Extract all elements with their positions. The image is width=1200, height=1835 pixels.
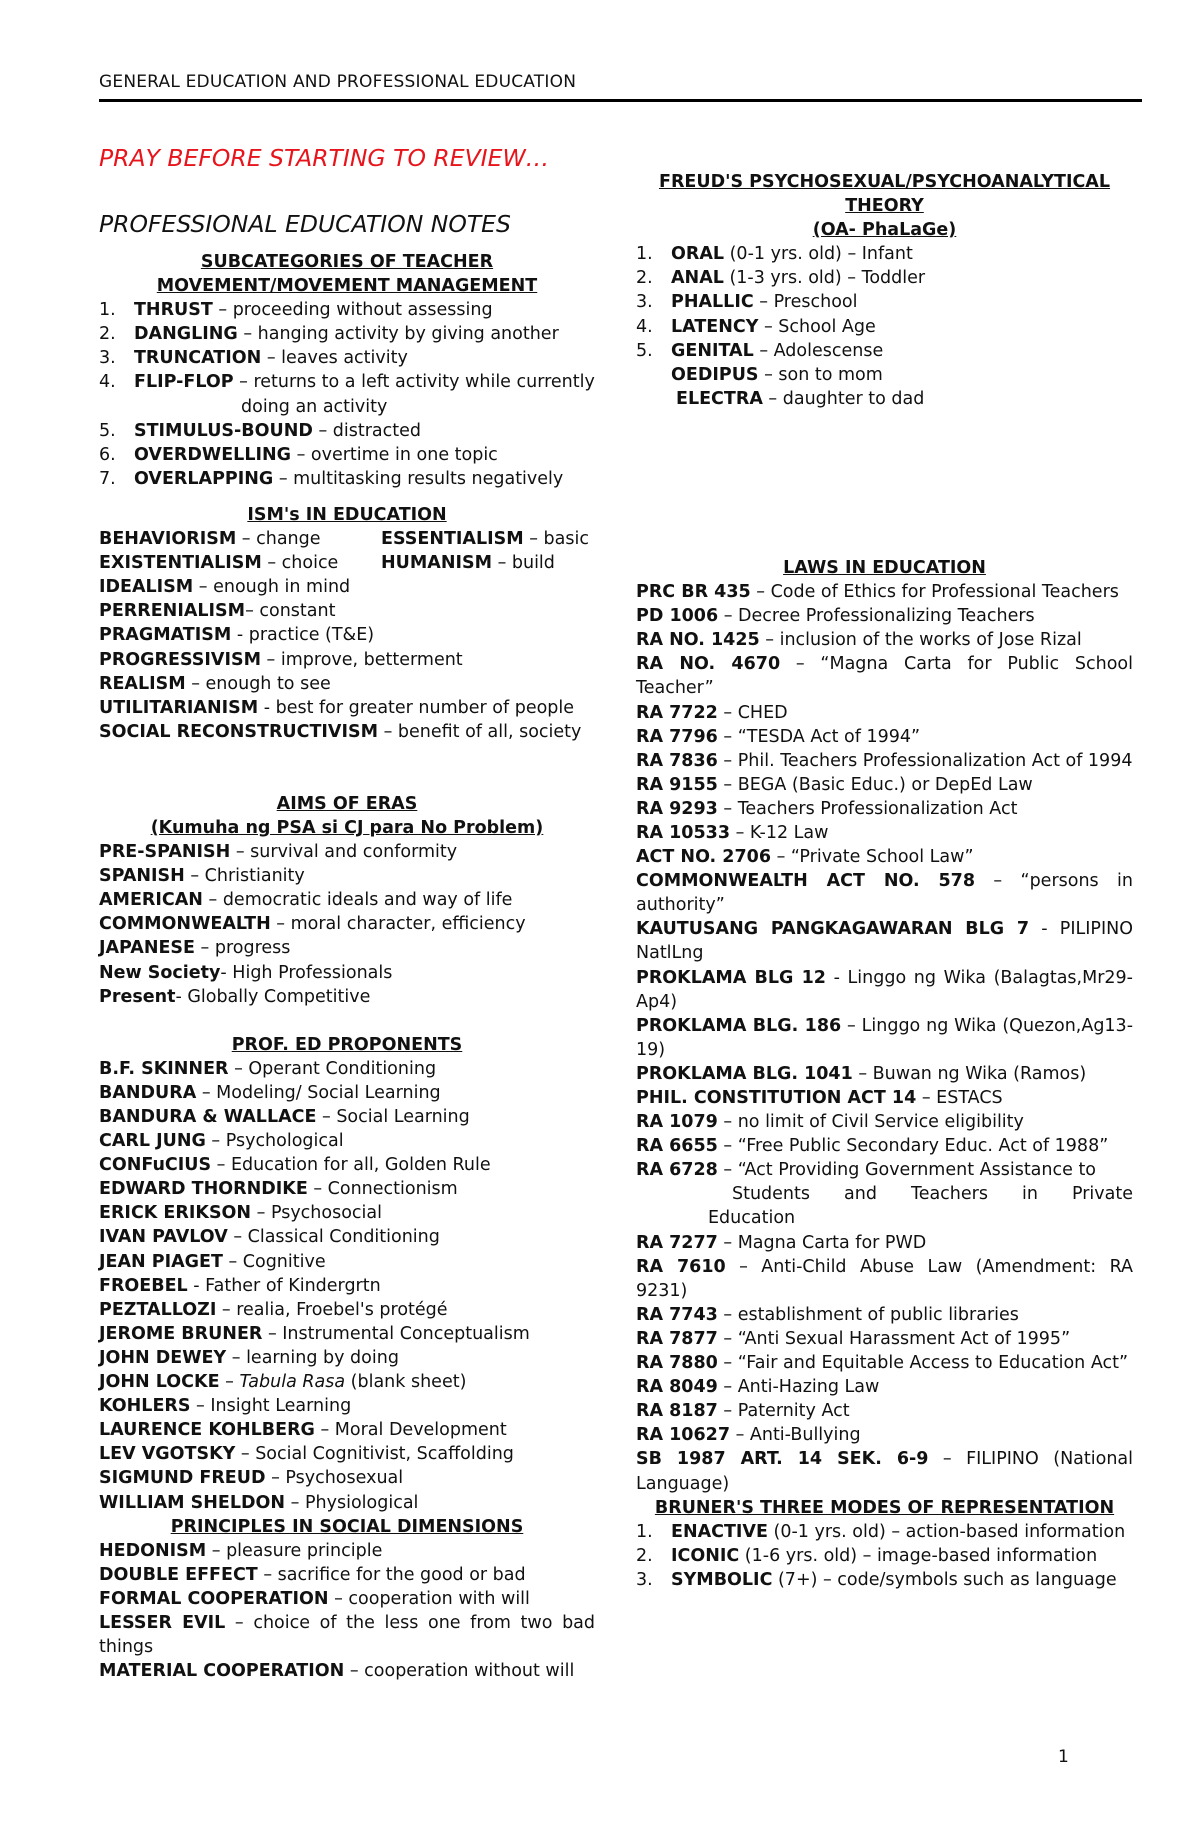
- list-item: HUMANISM – build: [381, 553, 555, 574]
- list-item: RA 8187 – Paternity Act: [636, 1401, 850, 1422]
- list-item: 7. OVERLAPPING – multitasking results negatively: [99, 468, 564, 489]
- list-item: IDEALISM – enough in mind: [99, 577, 351, 598]
- aims-heading-2: (Kumuha ng PSA si CJ para No Problem): [150, 817, 544, 838]
- list-item: MATERIAL COOPERATION – cooperation without will: [99, 1661, 575, 1682]
- list-item: RA 1079 – no limit of Civil Service eligibility: [636, 1112, 1024, 1133]
- list-item: ERICK ERIKSON – Psychosocial: [99, 1203, 382, 1224]
- list-item: 1. THRUST – proceeding without assessing: [99, 300, 493, 321]
- isms-row: [99, 551, 595, 575]
- list-item: RA 9293 – Teachers Professionalization Act: [636, 798, 1018, 819]
- freud-list: [636, 242, 1133, 411]
- freud-heading-1: FREUD'S PSYCHOSEXUAL/PSYCHOANALYTICAL: [658, 172, 1111, 192]
- list-item: RA 10627 – Anti-Bullying: [636, 1425, 861, 1446]
- laws-heading: LAWS IN EDUCATION: [783, 557, 986, 578]
- movement-list: [99, 298, 595, 491]
- list-item: 2. DANGLING – hanging activity by giving another: [99, 324, 559, 345]
- list-item-continuation: doing an activity: [241, 396, 388, 417]
- page-header: GENERAL EDUCATION AND PROFESSIONAL EDUCATION: [99, 72, 1142, 102]
- right-column: [636, 143, 1133, 1592]
- list-item: PD 1006 – Decree Professionalizing Teachers: [636, 606, 1035, 627]
- list-item: RA 7743 – establishment of public libraries: [636, 1304, 1019, 1325]
- list-item: HEDONISM – pleasure principle: [99, 1540, 383, 1561]
- list-item: JAPANESE – progress: [99, 938, 291, 959]
- list-item: COMMONWEALTH – moral character, efficiency: [99, 914, 526, 935]
- list-item: OEDIPUS – son to mom: [671, 364, 883, 385]
- list-item: JOHN DEWEY – learning by doing: [99, 1347, 399, 1368]
- list-item: PEZTALLOZI – realia, Froebel's protégé: [99, 1299, 448, 1320]
- list-item: EDWARD THORNDIKE – Connectionism: [99, 1179, 458, 1200]
- list-item: RA 10533 – K-12 Law: [636, 822, 829, 843]
- list-item: PROKLAMA BLG 12 - Linggo ng Wika (Balagtas,Mr29-Ap4): [636, 967, 1133, 1012]
- list-item: PERRENIALISM– constant: [99, 601, 336, 622]
- list-item: RA 7277 – Magna Carta for PWD: [636, 1232, 927, 1253]
- list-item: 3. SYMBOLIC (7+) – code/symbols such as language: [636, 1569, 1117, 1590]
- isms-heading: ISM's IN EDUCATION: [247, 504, 447, 525]
- list-item: CARL JUNG – Psychological: [99, 1131, 344, 1152]
- page-number: 1: [1058, 1747, 1069, 1767]
- list-item: SB 1987 ART. 14 SEK. 6-9 – FILIPINO (National Language): [636, 1449, 1133, 1494]
- list-item: RA 7722 – CHED: [636, 702, 788, 723]
- list-item: AMERICAN – democratic ideals and way of life: [99, 890, 513, 911]
- list-item: RA 6728 – “Act Providing Government Assistance to Students and Teachers in Private Education: [636, 1160, 1133, 1229]
- list-item: RA NO. 4670 – “Magna Carta for Public School Teacher”: [636, 654, 1133, 699]
- movement-heading-1: SUBCATEGORIES OF TEACHER: [200, 252, 494, 272]
- list-item: BANDURA & WALLACE – Social Learning: [99, 1107, 470, 1127]
- list-item: PRE-SPANISH – survival and conformity: [99, 842, 458, 863]
- list-item: RA 6655 – “Free Public Secondary Educ. Act of 1988”: [636, 1136, 1109, 1157]
- list-item: RA 7796 – “TESDA Act of 1994”: [636, 726, 921, 747]
- bruner-list: [636, 1520, 1133, 1592]
- list-item: Present- Globally Competitive: [99, 986, 371, 1007]
- list-item: PROGRESSIVISM – improve, betterment: [99, 649, 463, 670]
- list-item: RA NO. 1425 – inclusion of the works of Jose Rizal: [636, 630, 1082, 651]
- list-item: ESSENTIALISM – basic: [381, 529, 589, 550]
- pray-reminder: PRAY BEFORE STARTING TO REVIEW…: [99, 144, 550, 172]
- list-item: 6. OVERDWELLING – overtime in one topic: [99, 444, 498, 465]
- list-item: 4. FLIP-FLOP – returns to a left activity while currently: [99, 372, 595, 393]
- list-item: B.F. SKINNER – Operant Conditioning: [99, 1058, 437, 1079]
- list-item: 3. PHALLIC – Preschool: [636, 292, 858, 313]
- list-item: RA 7610 – Anti-Child Abuse Law (Amendment: RA 9231): [636, 1256, 1133, 1301]
- list-item: KOHLERS – Insight Learning: [99, 1396, 352, 1417]
- list-item: New Society- High Professionals: [99, 962, 393, 983]
- list-item: FORMAL COOPERATION – cooperation with will: [99, 1588, 530, 1609]
- bruner-heading: BRUNER'S THREE MODES OF REPRESENTATION: [654, 1497, 1115, 1518]
- proponents-heading: PROF. ED PROPONENTS: [231, 1034, 463, 1055]
- list-item: SPANISH – Christianity: [99, 866, 305, 887]
- list-item: CONFuCIUS – Education for all, Golden Rule: [99, 1155, 491, 1176]
- freud-heading-3: (OA- PhaLaGe): [812, 220, 957, 241]
- list-item: WILLIAM SHELDON – Physiological: [99, 1492, 419, 1513]
- list-item: RA 7877 – “Anti Sexual Harassment Act of 1995”: [636, 1328, 1071, 1349]
- list-item: PROKLAMA BLG. 1041 – Buwan ng Wika (Ramos): [636, 1063, 1087, 1084]
- list-item: LEV VGOTSKY – Social Cognitivist, Scaffolding: [99, 1444, 514, 1465]
- principles-heading: PRINCIPLES IN SOCIAL DIMENSIONS: [170, 1516, 524, 1537]
- list-item: 4. LATENCY – School Age: [636, 316, 876, 337]
- list-item: JEROME BRUNER – Instrumental Conceptualism: [99, 1323, 530, 1344]
- list-item: PRAGMATISM - practice (T&E): [99, 625, 375, 646]
- list-item: PRC BR 435 – Code of Ethics for Professional Teachers: [636, 582, 1119, 603]
- notes-title: PROFESSIONAL EDUCATION NOTES: [99, 210, 511, 238]
- list-item: PROKLAMA BLG. 186 – Linggo ng Wika (Quezon,Ag13-19): [636, 1015, 1134, 1060]
- list-item: REALISM – enough to see: [99, 673, 331, 694]
- list-item: 2. ANAL (1-3 yrs. old) – Toddler: [636, 268, 926, 289]
- list-item: EXISTENTIALISM – choice: [99, 553, 339, 574]
- list-item: BEHAVIORISM – change: [99, 529, 321, 550]
- list-item: 3. TRUNCATION – leaves activity: [99, 348, 408, 369]
- list-item: COMMONWEALTH ACT NO. 578 – “persons in authority”: [636, 871, 1133, 916]
- list-item: RA 7880 – “Fair and Equitable Access to Education Act”: [636, 1353, 1129, 1374]
- list-item: IVAN PAVLOV – Classical Conditioning: [99, 1227, 440, 1248]
- list-item: KAUTUSANG PANGKAGAWARAN BLG 7 - PILIPINO NatlLng: [636, 919, 1133, 964]
- list-item: 5. GENITAL – Adolescense: [636, 340, 884, 361]
- list-item: 5. STIMULUS-BOUND – distracted: [99, 420, 421, 441]
- list-item: 2. ICONIC (1-6 yrs. old) – image-based information: [636, 1545, 1098, 1566]
- list-item: SIGMUND FREUD – Psychosexual: [99, 1468, 404, 1489]
- freud-heading-2: THEORY: [845, 196, 924, 217]
- movement-heading-2: MOVEMENT/MOVEMENT MANAGEMENT: [156, 276, 538, 297]
- list-item: LAURENCE KOHLBERG – Moral Development: [99, 1420, 507, 1441]
- list-item: PHIL. CONSTITUTION ACT 14 – ESTACS: [636, 1088, 1003, 1108]
- list-item: RA 9155 – BEGA (Basic Educ.) or DepEd Law: [636, 774, 1033, 795]
- list-item: ACT NO. 2706 – “Private School Law”: [636, 847, 974, 868]
- list-item: RA 8049 – Anti-Hazing Law: [636, 1377, 880, 1398]
- list-item: ELECTRA – daughter to dad: [676, 388, 925, 409]
- list-item: 1. ENACTIVE (0-1 yrs. old) – action-based information: [636, 1521, 1126, 1542]
- aims-heading-1: AIMS OF ERAS: [276, 793, 418, 814]
- list-item: BANDURA – Modeling/ Social Learning: [99, 1082, 441, 1103]
- list-item: SOCIAL RECONSTRUCTIVISM – benefit of all, society: [99, 721, 582, 742]
- list-item: JEAN PIAGET – Cognitive: [99, 1251, 326, 1272]
- list-item: DOUBLE EFFECT – sacrifice for the good or bad: [99, 1564, 526, 1585]
- list-item: JOHN LOCKE – Tabula Rasa (blank sheet): [99, 1372, 467, 1393]
- list-item: 1. ORAL (0-1 yrs. old) – Infant: [636, 244, 913, 265]
- list-item: UTILITARIANISM - best for greater number of people: [99, 697, 575, 718]
- left-column: [99, 143, 595, 1683]
- list-item: FROEBEL - Father of Kindergrtn: [99, 1275, 381, 1296]
- list-item: RA 7836 – Phil. Teachers Professionalization Act of 1994: [636, 750, 1133, 771]
- list-item: LESSER EVIL – choice of the less one from two bad things: [99, 1612, 596, 1658]
- isms-row: [99, 527, 595, 551]
